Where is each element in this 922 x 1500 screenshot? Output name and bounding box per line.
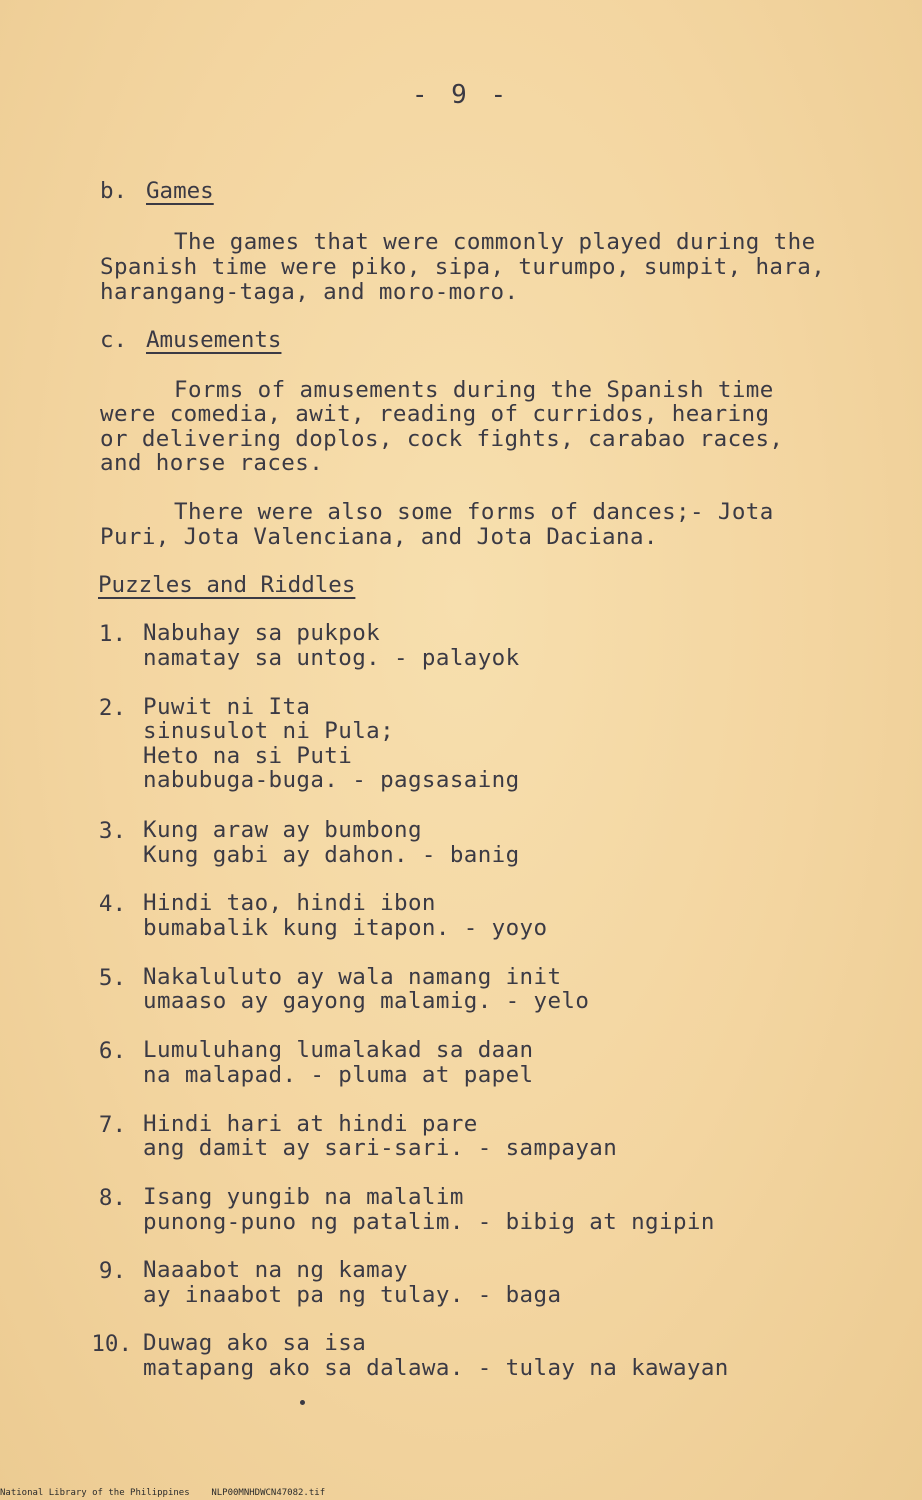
games-paragraph-line: The games that were commonly played during the xyxy=(174,229,816,255)
riddle-line: Kung araw ay bumbong xyxy=(143,817,422,843)
riddle-number: 1. xyxy=(98,621,126,647)
riddle-line: Isang yungib na malalim xyxy=(143,1184,464,1210)
riddle-line: matapang ako sa dalawa. - tulay na kawayan xyxy=(143,1355,729,1381)
games-paragraph-line: harangang-taga, and moro-moro. xyxy=(100,279,519,305)
puzzles-heading: Puzzles and Riddles xyxy=(98,572,356,598)
riddle-line: Nabuhay sa pukpok xyxy=(143,620,381,646)
riddle-number: 10. xyxy=(91,1331,132,1357)
amusements-paragraph-line: Forms of amusements during the Spanish time xyxy=(174,377,774,403)
riddle-line: Naaabot na ng kamay xyxy=(143,1257,408,1283)
ink-speck xyxy=(300,1400,305,1405)
riddle-number: 5. xyxy=(98,965,126,991)
riddle-line: Heto na si Puti xyxy=(143,743,353,769)
riddle-line: Hindi tao, hindi ibon xyxy=(143,890,436,916)
riddle-line: nabubuga-buga. - pagsasaing xyxy=(143,767,520,793)
riddle-number: 9. xyxy=(98,1258,126,1284)
riddle-number: 4. xyxy=(98,891,126,917)
amusements-paragraph-line: were comedia, awit, reading of curridos, hearing xyxy=(100,401,770,427)
riddle-line: umaaso ay gayong malamig. - yelo xyxy=(143,988,590,1014)
games-paragraph-line: Spanish time were piko, sipa, turumpo, sumpit, hara, xyxy=(100,254,826,280)
riddle-line: na malapad. - pluma at papel xyxy=(143,1062,534,1088)
riddle-line: Kung gabi ay dahon. - banig xyxy=(143,842,520,868)
dances-paragraph-line: There were also some forms of dances;- Jota xyxy=(174,499,774,525)
amusements-heading-letter: c. xyxy=(100,327,128,353)
riddle-number: 2. xyxy=(98,695,126,721)
riddle-line: bumabalik kung itapon. - yoyo xyxy=(143,915,548,941)
archive-footer: National Library of the Philippines NLP00MNHDWCN47082.tif xyxy=(0,1488,326,1498)
riddle-line: ay inaabot pa ng tulay. - baga xyxy=(143,1282,562,1308)
riddle-number: 7. xyxy=(98,1112,126,1138)
amusements-paragraph-line: or delivering doplos, cock fights, carabao races, xyxy=(100,426,784,452)
amusements-paragraph-line: and horse races. xyxy=(100,450,324,476)
riddle-line: ang damit ay sari-sari. - sampayan xyxy=(143,1135,618,1161)
games-heading-letter: b. xyxy=(100,178,128,204)
dances-paragraph-line: Puri, Jota Valenciana, and Jota Daciana. xyxy=(100,524,658,550)
riddle-number: 3. xyxy=(98,818,126,844)
page-number: - 9 - xyxy=(411,80,511,110)
riddle-number: 8. xyxy=(98,1185,126,1211)
riddle-line: Hindi hari at hindi pare xyxy=(143,1111,478,1137)
riddle-line: Puwit ni Ita xyxy=(143,694,311,720)
games-heading: Games xyxy=(146,178,214,204)
riddle-line: Nakaluluto ay wala namang init xyxy=(143,964,562,990)
riddle-line: Lumuluhang lumalakad sa daan xyxy=(143,1037,534,1063)
riddle-line: namatay sa untog. - palayok xyxy=(143,645,520,671)
amusements-heading: Amusements xyxy=(146,327,282,353)
riddle-line: Duwag ako sa isa xyxy=(143,1330,367,1356)
riddle-line: punong-puno ng patalim. - bibig at ngipin xyxy=(143,1209,715,1235)
riddle-line: sinusulot ni Pula; xyxy=(143,718,395,744)
riddle-number: 6. xyxy=(98,1038,126,1064)
